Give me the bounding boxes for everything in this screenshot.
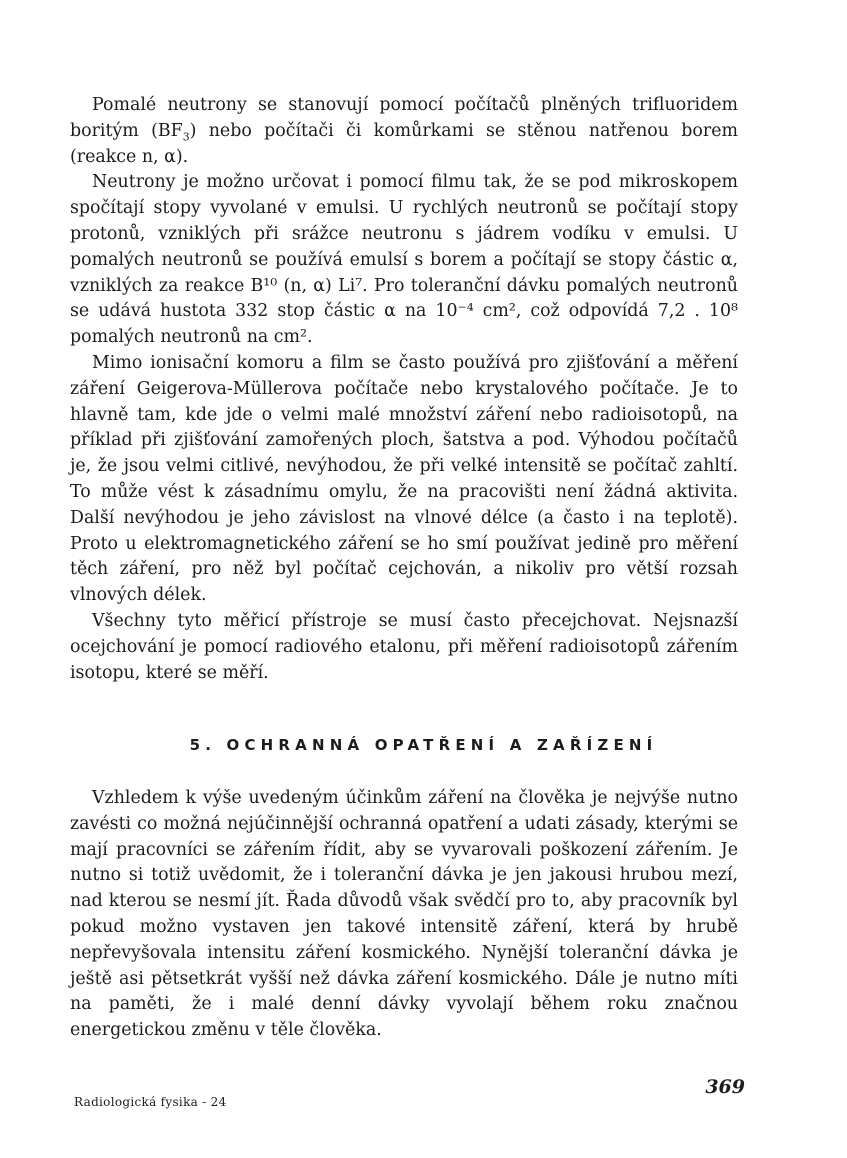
section-heading: 5. OCHRANNÁ OPATŘENÍ A ZAŘÍZENÍ bbox=[189, 736, 658, 754]
text-block-bottom bbox=[70, 786, 738, 1044]
paragraph: Pomalé neutrony se stanovují pomocí počítačů plněných trifluoridem boritým $(BF_3)$ nebo počítači či komůrkami se stěnou natřenou borem (reakce n, α). bbox=[70, 95, 738, 167]
paragraph: Mimo ionisační komoru a film se často používá pro zjišťování a měření záření Geigerova-Müllerova počítače nebo krystalového počítače. Je to hlavně tam, kde jde o velmi malé množství záření nebo radioisotopů, na příklad při zjišťování zamořených ploch, šatstva a pod. Výhodou počítačů je, že jsou velmi citlivé, nevýhodou, že při velké intensitě se počítač zahltí. To může vést k zásadnímu omylu, že na pracovišti není žádná aktivita. Další nevýhodou je jeho závislost na vlnové délce (a často i na teplotě). Proto u elektromagnetického záření se ho smí používat jedině pro měření těch záření, pro něž byl počítač cejchován, a nikoliv pro větší rozsah vlnových délek. bbox=[70, 352, 738, 606]
page-number: 369 bbox=[705, 1076, 745, 1098]
paragraph: Neutrony je možno určovat i pomocí filmu tak, že se pod mikroskopem spočítají stopy vyvolané v emulsi. U rychlých neutronů se počítají stopy protonů, vzniklých při srážce neutronu s jádrem vodíku v emulsi. U pomalých neutronů se používá emulsí s borem a počítají se stopy částic α, vzniklých za reakce B¹⁰ (n, α) Li⁷. Pro toleranční dávku pomalých neutronů se udává hustota 332 stop částic α na 10⁻⁴ cm², což odpovídá 7,2 . 10⁸ pomalých neutronů na cm². bbox=[70, 172, 738, 348]
paragraph: Všechny tyto měřicí přístroje se musí často přecejchovat. Nejsnazší ocejchování je pomocí radiového etalonu, při měření radioisotopů zářením isotopu, které se měří. bbox=[70, 610, 738, 683]
footer-signature: Radiologická fysika - 24 bbox=[74, 1095, 227, 1109]
paragraph: Vzhledem k výše uvedeným účinkům záření na člověka je nejvýše nutno zavésti co možná nejúčinnější ochranná opatření a udati zásady, kterými se mají pracovníci se zářením řídit, aby se vyvarovali poškození zářením. Je nutno si totiž uvědomit, že i toleranční dávka je jen jakousi hrubou mezí, nad kterou se nesmí jít. Řada důvodů však svědčí pro to, aby pracovník byl pokud možno vystaven jen takové intensitě záření, která by hrubě nepřevyšovala intensitu záření kosmického. Nynější toleranční dávka je ještě asi pětsetkrát vyšší než dávka záření kosmického. Dále je nutno míti na paměti, že i malé denní dávky vyvolají během roku značnou energetickou změnu v těle člověka. bbox=[70, 788, 738, 1041]
text-block-top bbox=[70, 93, 738, 686]
